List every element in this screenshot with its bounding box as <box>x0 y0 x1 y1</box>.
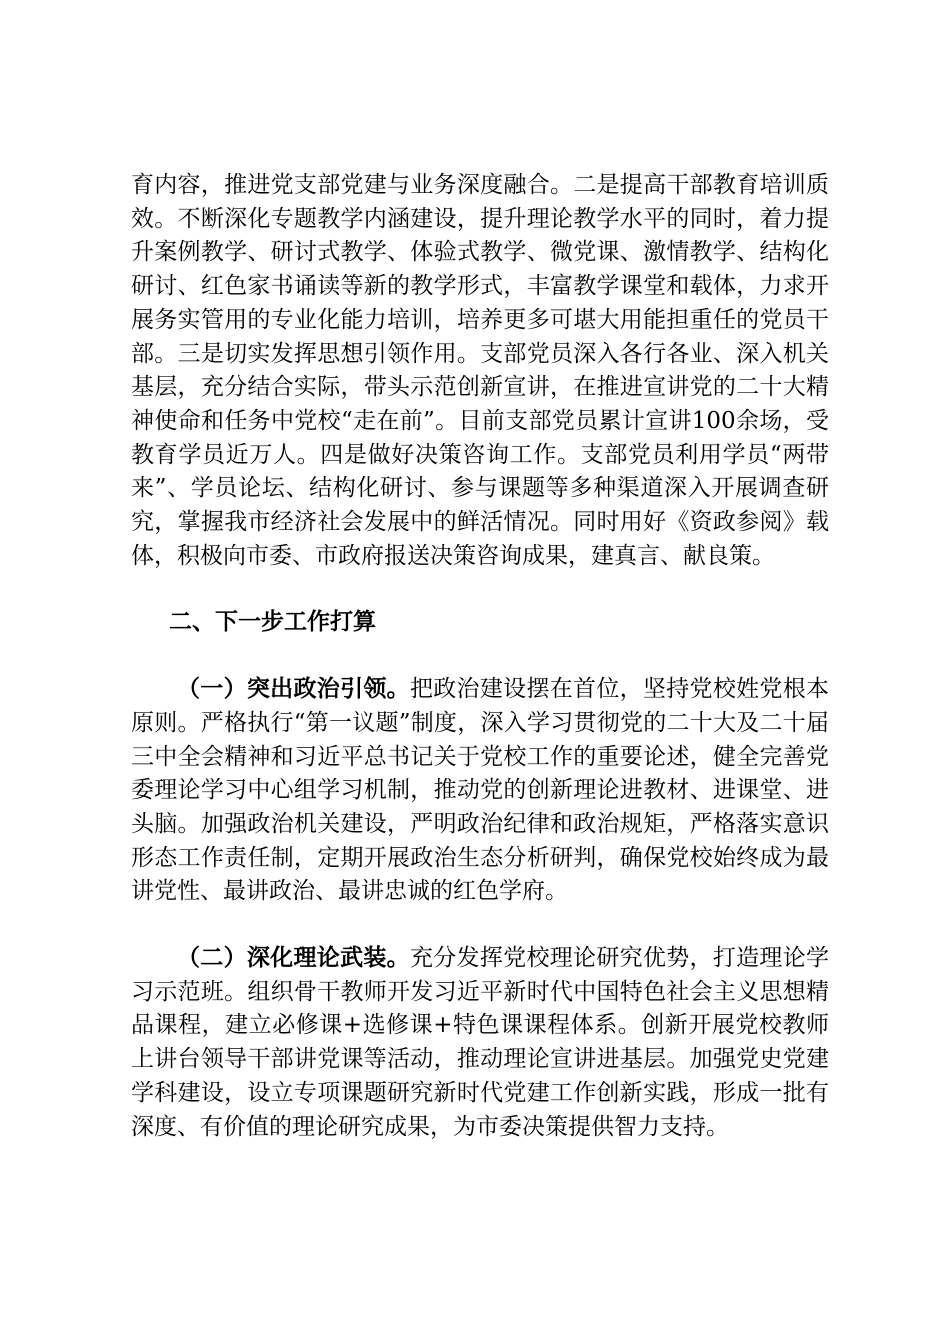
item-political-leadership-body: 把政治建设摆在首位，坚持党校姓党根本原则。严格执行“第一议题”制度，深入学习贯彻党的二十大及二十届三中全会精神和习近平总书记关于党校工作的重要论述，健全完善党委理论学习中心组学习机制，推动党的创新理论进教材、进课堂、进头脑。加强政治机关建设，严明政治纪律和政治规矩，严格落实意识形态工作责任制，定期开展政治生态分析研判，确保党校始终成为最讲党性、最讲政治、最讲忠诚的红色学府。 <box>131 676 830 905</box>
document-page <box>131 169 829 1144</box>
section-heading: 二、下一步工作打算 <box>169 609 376 636</box>
item-theoretical-armament <box>131 942 829 1144</box>
item-political-leadership <box>131 673 829 909</box>
item-theoretical-armament-body: 充分发挥党校理论研究优势，打造理论学习示范班。组织骨干教师开发习近平新时代中国特色社会主义思想精品课程，建立必修课+选修课+特色课课程体系。创新开展党校教师上讲台领导干部讲党课等活动，推动理论宣讲进基层。加强党史党建学科建设，设立专项课题研究新时代党建工作创新实践，形成一批有深度、有价值的理论研究成果，为市委决策提供智力支持。 <box>131 945 830 1140</box>
item-theoretical-armament-title: （二）深化理论武装。 <box>177 945 410 972</box>
item-political-leadership-title: （一）突出政治引领。 <box>177 676 410 703</box>
intro-paragraph: 育内容，推进党支部党建与业务深度融合。二是提高干部教育培训质效。不断深化专题教学内涵建设，提升理论教学水平的同时，着力提升案例教学、研讨式教学、体验式教学、微党课、激情教学、结构化研讨、红色家书诵读等新的教学形式，丰富教学课堂和载体，力求开展务实管用的专业化能力培训，培养更多可堪大用能担重任的党员干部。三是切实发挥思想引领作用。支部党员深入各行各业、深入机关基层，充分结合实际，带头示范创新宣讲，在推进宣讲党的二十大精神使命和任务中党校“走在前”。目前支部党员累计宣讲100余场，受教育学员近万人。四是做好决策咨询工作。支部党员利用学员“两带来”、学员论坛、结构化研讨、参与课题等多种渠道深入开展调查研究，掌握我市经济社会发展中的鲜活情况。同时用好《资政参阅》载体，积极向市委、市政府报送决策咨询成果，建真言、献良策。 <box>131 172 829 569</box>
